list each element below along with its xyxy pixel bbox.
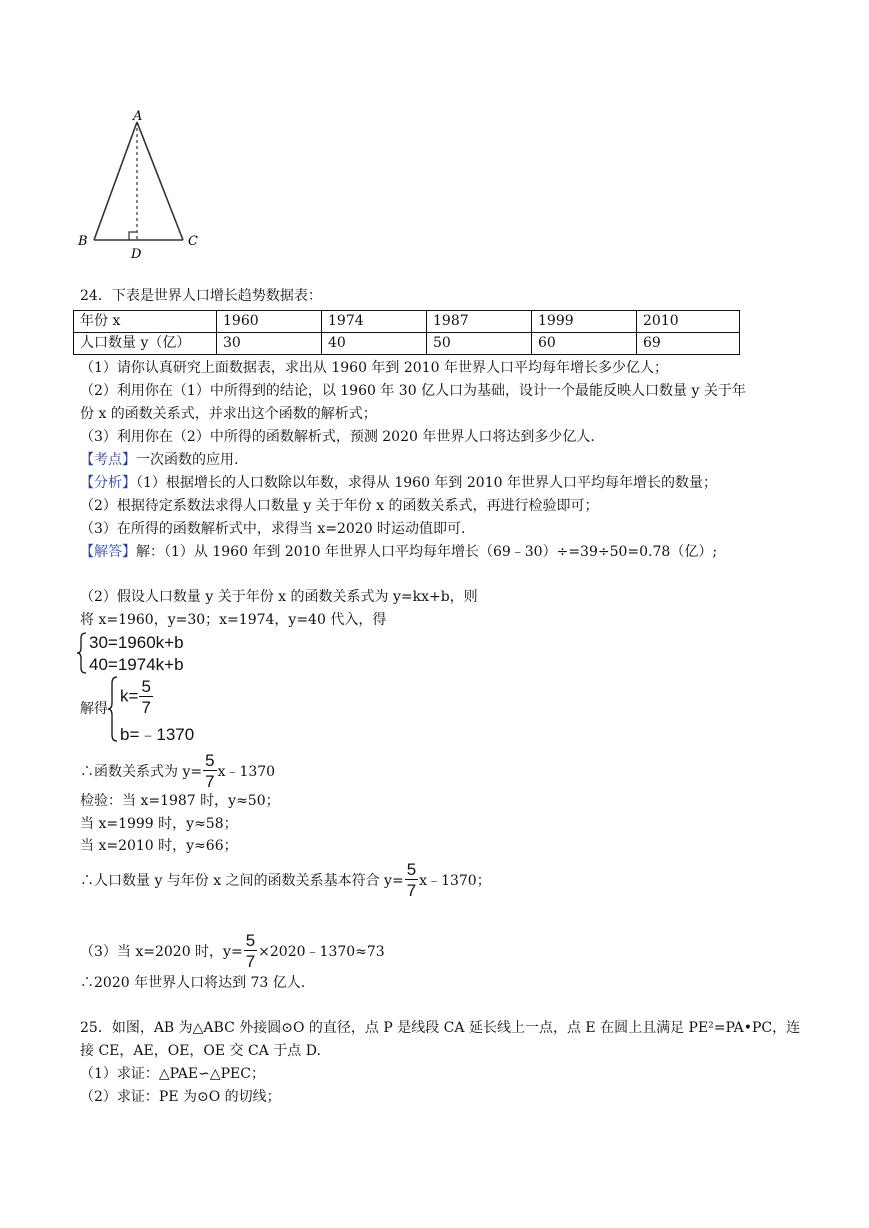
fenxi-tag: 【分析】 [80, 475, 136, 491]
fenxi-line-1 [80, 473, 717, 493]
denominator: 7 [141, 698, 151, 717]
table-cell: 1999 [532, 311, 637, 333]
fenxi-text: （1）根据增长的人口数除以年数，求得从 1960 年到 2010 年世界人口平均每年增长的数量； [136, 475, 717, 491]
system1-eq1: 30=1960k+b [89, 633, 184, 652]
table-cell: 60 [532, 333, 637, 355]
table-cell: 年份 x [74, 311, 217, 333]
q25-line-2: 接 CE，AE，OE，OE 交 CA 于点 D. [80, 1043, 321, 1059]
fenxi-line-3: （3）在所得的函数解析式中，求得当 x=2020 时运动值即可. [80, 521, 466, 537]
label-c: C [188, 234, 198, 249]
jieda-tag: 【解答】 [80, 544, 136, 560]
label-a: A [133, 109, 143, 124]
q24-line-1: （1）请你认真研究上面数据表，求出从 1960 年到 2010 年世界人口平均每年增长多少亿人； [80, 360, 668, 376]
check-line-1: 检验：当 x=1987 时，y≈50； [80, 793, 280, 809]
fenxi-line-2: （2）根据待定系数法求得人口数量 y 关于年份 x 的函数关系式，再进行检验即可； [80, 498, 599, 514]
table-cell: 1960 [217, 311, 322, 333]
func-line [80, 752, 275, 790]
denominator: 7 [406, 881, 417, 900]
part3-line [80, 932, 385, 970]
side-ab [94, 122, 137, 240]
side-ac [137, 122, 183, 240]
fraction [405, 861, 418, 899]
numerator: 5 [406, 860, 417, 879]
conclude-prefix: ∴人口数量 y 与年份 x 之间的函数关系基本符合 y= [80, 873, 404, 889]
func-prefix: ∴函数关系式为 y= [80, 764, 203, 780]
fraction [203, 752, 216, 790]
check-line-2: 当 x=1999 时，y≈58； [80, 816, 238, 832]
jieda-text: 解：（1）从 1960 年到 2010 年世界人口平均每年增长（69﹣30）÷=39÷50=0.78（亿）; [136, 544, 718, 560]
system2-k [120, 678, 154, 716]
check-line-3: 当 x=2010 时，y≈66； [80, 838, 238, 854]
conclude-line [80, 861, 491, 899]
part2-line-2: 将 x=1960，y=30；x=1974，y=40 代入，得 [80, 612, 387, 628]
q25-line-4: （2）求证：PE 为⊙O 的切线； [80, 1089, 281, 1105]
population-table [73, 310, 740, 355]
table-row [74, 333, 740, 355]
table-row [74, 311, 740, 333]
label-b: B [78, 234, 88, 249]
q24-line-4: （3）利用你在（2）中所得的函数解析式，预测 2020 年世界人口将达到多少亿人. [80, 429, 595, 445]
func-suffix: x﹣1370 [217, 764, 276, 780]
k-prefix: k= [120, 686, 139, 706]
q25-line-1: 25．如图，AB 为△ABC 外接圆⊙O 的直径，点 P 是线段 CA 延长线上一点，点 E 在圆上且满足 PE²=PA•PC，连 [80, 1020, 801, 1036]
denominator: 7 [245, 952, 256, 971]
denominator: 7 [205, 772, 215, 791]
jieda-line [80, 542, 717, 562]
system1-eq2: 40=1974k+b [89, 655, 184, 674]
kaodian-line [80, 450, 238, 470]
q24-line-2: （2）利用你在（1）中所得到的结论，以 1960 年 30 亿人口为基础，设计一个最能反映人口数量 y 关于年 [80, 383, 746, 399]
part2-line-1: （2）假设人口数量 y 关于年份 x 的函数关系式为 y=kx+b，则 [80, 589, 478, 605]
table-cell: 1974 [322, 311, 427, 333]
table-cell: 69 [637, 333, 740, 355]
label-d: D [131, 247, 142, 262]
right-angle-mark [129, 232, 137, 240]
brace-icon [107, 676, 119, 742]
table-cell: 2010 [637, 311, 740, 333]
q24-title: 24．下表是世界人口增长趋势数据表： [80, 288, 322, 304]
table-cell: 30 [217, 333, 322, 355]
kaodian-tag: 【考点】 [80, 452, 136, 468]
final-line: ∴2020 年世界人口将达到 73 亿人. [80, 975, 306, 991]
q24-line-3: 份 x 的函数关系式，并求出这个函数的解析式； [80, 406, 377, 422]
part3-prefix: （3）当 x=2020 时，y= [80, 944, 243, 960]
numerator: 5 [205, 751, 215, 770]
fraction [139, 678, 152, 716]
numerator: 5 [141, 677, 151, 696]
table-cell: 1987 [427, 311, 532, 333]
triangle-figure [70, 105, 210, 265]
numerator: 5 [245, 931, 256, 950]
table-cell: 人口数量 y（亿） [74, 333, 217, 355]
table-cell: 50 [427, 333, 532, 355]
system2-b: b=﹣1370 [120, 725, 195, 744]
part3-suffix: ×2020﹣1370≈73 [258, 944, 385, 960]
table-cell: 40 [322, 333, 427, 355]
q25-line-3: （1）求证：△PAE∽△PEC； [80, 1066, 265, 1082]
solve-label: 解得 [80, 701, 108, 717]
kaodian-text: 一次函数的应用. [136, 452, 239, 468]
fraction [244, 932, 257, 970]
conclude-suffix: x﹣1370； [419, 873, 491, 889]
brace-icon [76, 632, 88, 674]
